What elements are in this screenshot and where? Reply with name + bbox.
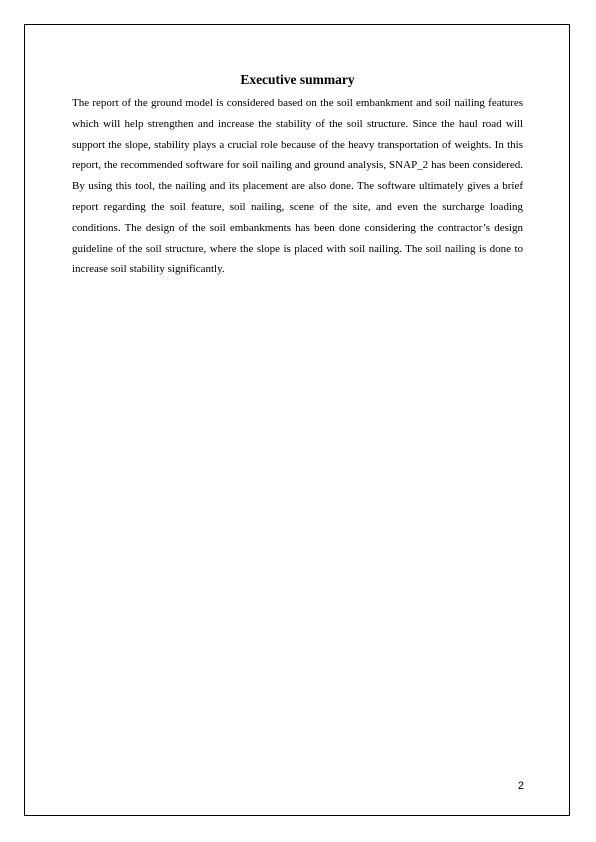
section-title: Executive summary [240, 72, 355, 87]
summary-paragraph: The report of the ground model is considered based on the soil embankment and soil nailing features which will help strengthen and increase the stability of the soil structure. Since the haul road will support the slope, stability plays a crucial role because of the heavy transportation of weights. In this report, the recommended software for soil nailing and ground analysis, SNAP_2 has been considered. By using this tool, the nailing and its placement are also done. The software ultimately gives a brief report regarding the soil feature, soil nailing, scene of the site, and even the surcharge loading conditions. The design of the soil embankments has been done considering the contractor’s design guideline of the soil structure, where the slope is placed with soil nailing. The soil nailing is done to increase soil stability significantly. [72, 97, 523, 276]
page-number: 2 [517, 780, 524, 792]
page-content [72, 71, 523, 280]
